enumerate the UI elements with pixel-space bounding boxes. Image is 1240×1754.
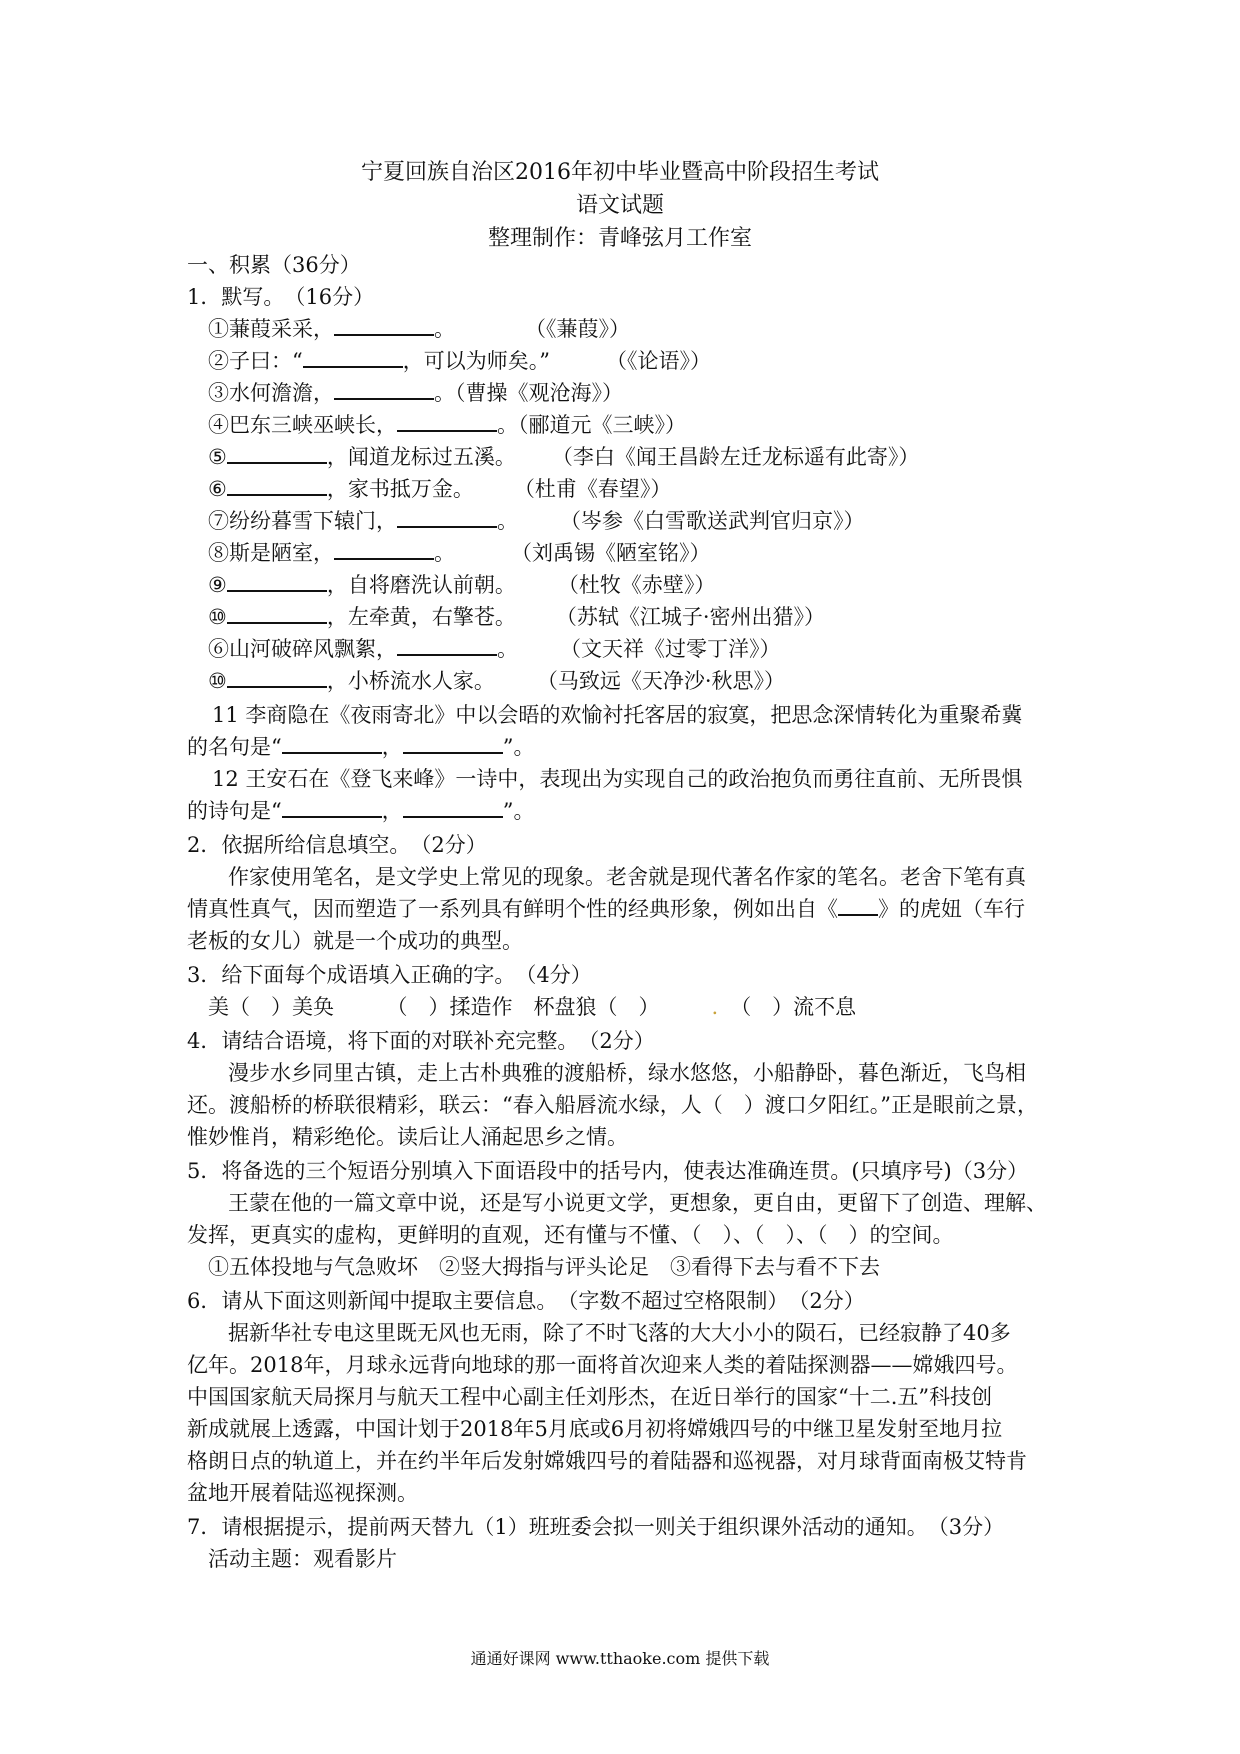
q1-item-12-answer: 的诗句是“ ， ”。 xyxy=(187,799,535,823)
answer-blank[interactable] xyxy=(397,508,497,528)
q5-line-2: 发挥，更真实的虚构，更鲜明的直观，还有懂与不懂、（ ）、（ ）、（ ）的空间。 xyxy=(187,1223,954,1247)
q3-heading: 3．给下面每个成语填入正确的字。 （4分） xyxy=(187,963,592,987)
exam-maker: 整理制作：青峰弦月工作室 xyxy=(487,226,752,251)
q6-line-1: 据新华社专电这里既无风也无雨，除了不时飞落的大大小小的陨石，已经寂静了40多 xyxy=(228,1321,1011,1345)
q3-items: 美（ ）美奂 （ ）揉造作 杯盘狼（ ） . （ ）流不息 xyxy=(208,995,857,1019)
q2-line-2: 情真性真气，因而塑造了一系列具有鲜明个性的经典形象，例如出自《 》的虎妞（车行 xyxy=(187,897,1025,921)
q5-heading: 5．将备选的三个短语分别填入下面语段中的括号内，使表达准确连贯。(只填序号)（3分） xyxy=(187,1159,1029,1183)
q1-item-12-prompt: 12 王安石在《登飞来峰》一诗中，表现出为实现自己的政治抱负而勇往直前、无所畏惧 xyxy=(212,767,1023,791)
answer-blank[interactable] xyxy=(397,412,497,432)
q7-line-1: 活动主题：观看影片 xyxy=(208,1547,397,1571)
answer-blank[interactable] xyxy=(282,798,382,818)
answer-blank[interactable] xyxy=(403,798,503,818)
q2-heading: 2．依据所给信息填空。 （2分） xyxy=(187,833,487,857)
exam-title: 宁夏回族自治区2016年初中毕业暨高中阶段招生考试 xyxy=(361,160,879,185)
answer-blank[interactable] xyxy=(403,734,503,754)
answer-blank[interactable] xyxy=(838,896,878,916)
q6-heading: 6．请从下面这则新闻中提取主要信息。 （字数不超过空格限制） （2分） xyxy=(187,1289,865,1313)
answer-blank[interactable] xyxy=(227,668,327,688)
footer-text: 通通好课网 www.tthaoke.com 提供下载 xyxy=(470,1649,770,1668)
q1-item-3: ③水何澹澹， 。（曹操《观沧海》） xyxy=(208,381,623,405)
q1-item-5: ⑤ ，闻道龙标过五溪。 （李白《闻王昌龄左迁龙标遥有此寄》） xyxy=(208,445,920,469)
stray-dot: . xyxy=(711,995,719,1019)
answer-blank[interactable] xyxy=(227,476,327,496)
answer-blank[interactable] xyxy=(227,444,327,464)
q1-item-6: ⑥ ，家书抵万金。 （杜甫《春望》） xyxy=(208,477,672,501)
q1-item-2: ②子曰：“ ，可以为师矣。” （《论语》） xyxy=(208,349,711,373)
q1-item-12: ⑩ ，小桥流水人家。 （马致远《天净沙·秋思》） xyxy=(208,669,786,693)
q6-line-3: 中国国家航天局探月与航天工程中心副主任刘彤杰，在近日举行的国家“十二.五”科技创 xyxy=(187,1385,993,1409)
q1-item-7: ⑦纷纷暮雪下辕门， 。 （岑参《白雪歌送武判官归京》） xyxy=(208,509,865,533)
q4-line-2: 还。渡船桥的桥联很精彩，联云：“春入船唇流水绿，人（ ）渡口夕阳红。”正是眼前之景， xyxy=(187,1093,1038,1117)
q1-item-11-prompt: 11 李商隐在《夜雨寄北》中以会晤的欢愉衬托客居的寂寞，把思念深情转化为重聚希冀 xyxy=(212,703,1023,727)
answer-blank[interactable] xyxy=(334,380,434,400)
q2-line-3: 老板的女儿）就是一个成功的典型。 xyxy=(187,929,523,953)
q1-item-4: ④巴东三峡巫峡长， 。（郦道元《三峡》） xyxy=(208,413,686,437)
exam-subtitle: 语文试题 xyxy=(575,193,664,218)
q5-options: ①五体投地与气急败坏 ②竖大拇指与评头论足 ③看得下去与看不下去 xyxy=(208,1255,880,1279)
q1-item-8: ⑧斯是陋室， 。 （刘禹锡《陋室铭》） xyxy=(208,541,711,565)
q4-heading: 4．请结合语境，将下面的对联补充完整。 （2分） xyxy=(187,1029,655,1053)
answer-blank[interactable] xyxy=(334,316,434,336)
q6-line-2: 亿年。2018年，月球永远背向地球的那一面将首次迎来人类的着陆探测器——嫦娥四号。 xyxy=(187,1353,1018,1377)
q2-line-1: 作家使用笔名，是文学史上常见的现象。老舍就是现代著名作家的笔名。老舍下笔有真 xyxy=(228,865,1026,889)
answer-blank[interactable] xyxy=(334,540,434,560)
answer-blank[interactable] xyxy=(397,636,497,656)
answer-blank[interactable] xyxy=(282,734,382,754)
q1-item-10: ⑩ ，左牵黄，右擎苍。 （苏轼《江城子·密州出猎》） xyxy=(208,605,826,629)
q4-line-3: 惟妙惟肖，精彩绝伦。读后让人涌起思乡之情。 xyxy=(187,1125,628,1149)
q1-item-11: ⑥山河破碎风飘絮， 。 （文天祥《过零丁洋》） xyxy=(208,637,781,661)
q1-item-11-answer: 的名句是“ ， ”。 xyxy=(187,735,535,759)
q6-line-5: 格朗日点的轨道上，并在约半年后发射嫦娥四号的着陆器和巡视器，对月球背面南极艾特肯 xyxy=(187,1449,1027,1473)
q6-line-6: 盆地开展着陆巡视探测。 xyxy=(187,1481,418,1505)
q1-item-9: ⑨ ，自将磨洗认前朝。 （杜牧《赤壁》） xyxy=(208,573,716,597)
answer-blank[interactable] xyxy=(227,572,327,592)
q4-line-1: 漫步水乡同里古镇，走上古朴典雅的渡船桥，绿水悠悠，小船静卧，暮色渐近，飞鸟相 xyxy=(228,1061,1026,1085)
q7-heading: 7．请根据提示，提前两天替九（1）班班委会拟一则关于组织课外活动的通知。 （3分） xyxy=(187,1515,1005,1539)
q6-line-4: 新成就展上透露，中国计划于2018年5月底或6月初将嫦娥四号的中继卫星发射至地月拉 xyxy=(187,1417,1003,1441)
answer-blank[interactable] xyxy=(227,604,327,624)
q1-item-1: ①蒹葭采采， 。 （《蒹葭》） xyxy=(208,317,630,341)
section-heading: 一、积累（36分） xyxy=(187,253,361,277)
answer-blank[interactable] xyxy=(303,348,403,368)
q5-line-1: 王蒙在他的一篇文章中说，还是写小说更文学，更想象，更自由，更留下了创造、理解、 xyxy=(228,1191,1047,1215)
q1-heading: 1．默写。 （16分） xyxy=(187,285,375,309)
